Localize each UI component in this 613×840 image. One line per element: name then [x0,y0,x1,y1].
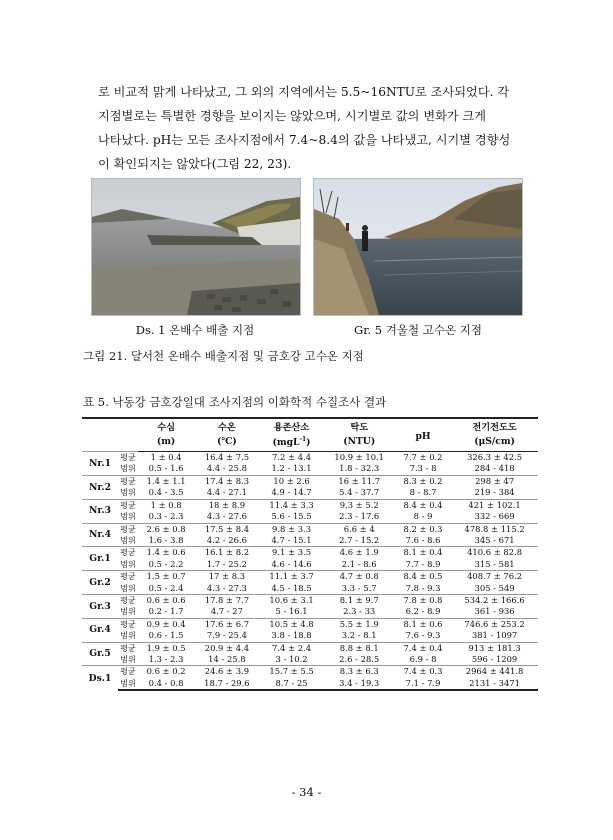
table-cell: 4.7 ± 0.8 [323,571,395,583]
unit-do: (mgL$^{-1}$) [260,434,324,452]
table-cell: 4.5 - 18.5 [271,582,312,593]
row-label-range: 범위 [120,583,136,593]
table-cell: 421 ± 102.1 [451,499,538,511]
row-label-mean: 평균 [118,547,138,559]
header-depth: 수심 [157,422,175,433]
table-cell: 5.6 - 15.5 [271,511,312,522]
table-cell: 5 - 16.1 [275,606,308,617]
paragraph-line: 이 확인되지는 않았다(그림 22, 23). [98,157,292,171]
table-cell: 11.4 ± 3.3 [260,499,324,511]
table-cell: 1.5 ± 0.7 [138,571,194,583]
table-cell: 17.8 ± 7.7 [194,594,259,606]
table-cell: 8.1 ± 9.7 [323,594,395,606]
table-cell: 20.9 ± 4.4 [194,642,259,654]
table-cell: 14 - 25.8 [208,653,246,664]
table-cell: 4.2 - 26.6 [206,534,247,545]
site-name: Nr.2 [82,475,118,499]
table-cell: 2.6 ± 0.8 [138,523,194,535]
table-cell: 0.4 - 3.5 [148,487,184,498]
row-label-range: 범위 [118,678,138,690]
table-cell: 7.8 - 9.3 [405,582,441,593]
table-cell: 2.3 - 33 [343,606,376,617]
unit-temp: (℃) [194,434,259,452]
table-cell: 7.4 ± 2.4 [260,642,324,654]
table-cell: 345 - 671 [474,534,515,545]
table-cell: 332 - 669 [474,511,515,522]
table-cell: 7.9 - 25.4 [206,630,247,641]
table-row [82,511,538,523]
row-label-mean: 평균 [118,452,138,464]
table-cell: 9.8 ± 3.3 [260,523,324,535]
table-cell: 0.6 ± 0.2 [138,666,194,678]
table-cell: 7.3 - 8 [409,463,437,474]
row-label-mean: 평균 [118,618,138,630]
table-row [82,487,538,499]
table-cell: 8.8 ± 8.1 [323,642,395,654]
table-cell: 0.4 - 0.8 [138,678,194,690]
table-row [82,559,538,571]
table-row [82,618,538,630]
table-cell: 8.3 ± 6.3 [323,666,395,678]
table-row [82,452,538,464]
row-label-range: 범위 [120,607,136,617]
table-cell: 305 - 549 [474,582,515,593]
table-cell: 4.7 - 27 [210,606,243,617]
table-row [82,606,538,618]
table-cell: 6.9 - 8 [409,653,437,664]
table-cell: 7.4 ± 0.3 [395,666,451,678]
photo-caption-right: Gr. 5 겨울철 고수온 지점 [354,323,482,337]
row-label-mean: 평균 [118,666,138,678]
table-cell: 4.6 - 14.6 [271,558,312,569]
table-cell: 0.5 - 2.2 [148,558,184,569]
table-cell: 4.7 - 15.1 [271,534,312,545]
table-cell: 8.7 - 25 [260,678,324,690]
table-cell: 16.1 ± 8.2 [194,547,259,559]
row-label-mean: 평균 [118,594,138,606]
table-cell: 7.8 ± 0.8 [395,594,451,606]
table-cell: 596 - 1209 [471,653,518,664]
table-cell: 4.4 - 27.1 [206,487,247,498]
table-cell: 1.8 - 32.3 [339,463,380,474]
table-cell: 8.2 ± 0.3 [395,523,451,535]
table-cell: 10.6 ± 3.1 [260,594,324,606]
table-cell: 913 ± 181.3 [451,642,538,654]
table-cell: 15.7 ± 5.5 [260,666,324,678]
photo-ds1-discharge-point [91,178,301,316]
table-cell: 4.3 - 27.3 [206,582,247,593]
table-cell: 1.4 ± 1.1 [138,475,194,487]
table-row [82,666,538,678]
photo-caption-left: Ds. 1 온배수 배출 지점 [135,323,255,337]
header-do: 용존산소 [273,422,310,433]
table-cell: 9.1 ± 3.5 [260,547,324,559]
table-cell: 1 ± 0.8 [138,499,194,511]
table-cell: 5.5 ± 1.9 [323,618,395,630]
table-cell: 315 - 581 [474,558,515,569]
figure-caption: 그림 21. 달서천 온배수 배출지점 및 금호강 고수온 지점 [83,349,364,363]
table-cell: 1.9 ± 0.5 [138,642,194,654]
table-row [82,678,538,690]
table-cell: 1.7 - 25.2 [206,558,247,569]
table-cell: 2964 ± 441.8 [451,666,538,678]
table-cell: 10.5 ± 4.8 [260,618,324,630]
site-name: Gr.1 [82,547,118,571]
paragraph-line: 나타났다. pH는 모든 조사지점에서 7.4~8.4의 값을 나타냈고, 시기별 경향성 [98,133,511,147]
row-label-mean: 평균 [118,523,138,535]
table-cell: 2.1 - 8.6 [341,558,377,569]
row-label-range: 범위 [120,512,136,522]
table-row [82,571,538,583]
table-cell: 9.3 ± 5.2 [323,499,395,511]
table-cell: 3.8 - 18.8 [271,630,312,641]
table-cell: 8.1 ± 0.4 [395,547,451,559]
table-cell: 8.1 ± 0.6 [395,618,451,630]
table-cell: 0.3 - 2.3 [148,511,184,522]
paragraph-line: 지점별로는 특별한 경향을 보이지는 않았으며, 시기별로 값의 변화가 크게 [98,109,487,123]
table-cell: 298 ± 47 [451,475,538,487]
row-label-mean: 평균 [118,642,138,654]
table-cell: 4.4 - 25.8 [206,463,247,474]
table-cell: 8.4 ± 0.4 [395,499,451,511]
table-cell: 8 - 9 [413,511,433,522]
site-name: Nr.1 [82,452,118,476]
unit-depth: (m) [138,434,194,452]
table-row [82,654,538,666]
table-cell: 284 - 418 [474,463,515,474]
row-label-range: 범위 [120,488,136,498]
row-label-mean: 평균 [118,475,138,487]
table-cell: 7.1 - 7.9 [395,678,451,690]
table-cell: 7.7 ± 0.2 [395,452,451,464]
table-cell: 326.3 ± 42.5 [451,452,538,464]
header-turbidity: 탁도 [350,422,369,433]
site-name: Gr.3 [82,594,118,618]
table-cell: 361 - 936 [474,606,515,617]
row-label-mean: 평균 [118,571,138,583]
table-cell: 18.7 - 29.6 [194,678,259,690]
table-row [82,463,538,475]
site-name: Nr.3 [82,499,118,523]
table-cell: 5.4 - 37.7 [339,487,380,498]
table-cell: 381 - 1097 [471,630,518,641]
table-cell: 746.6 ± 253.2 [451,618,538,630]
row-label-mean: 평균 [118,499,138,511]
table-row [82,642,538,654]
unit-conductivity: (μS/cm) [451,434,538,452]
table-cell: 11.1 ± 3.7 [260,571,324,583]
header-empty [82,418,138,452]
header-conductivity: 전기전도도 [472,422,517,433]
table-cell: 17.4 ± 8.3 [194,475,259,487]
table-cell: 1.4 ± 0.6 [138,547,194,559]
table-cell: 0.5 - 1.6 [148,463,184,474]
table-cell: 410.6 ± 82.8 [451,547,538,559]
table-row [82,583,538,595]
table-cell: 6.2 - 8.9 [405,606,441,617]
row-label-range: 범위 [120,654,136,664]
table-cell: 0.6 ± 0.6 [138,594,194,606]
table-cell: 10 ± 2.6 [260,475,324,487]
table-cell: 3.4 - 19.3 [323,678,395,690]
table-cell: 6.6 ± 4 [323,523,395,535]
table-cell: 7.6 - 8.6 [405,534,441,545]
site-name: Gr.5 [82,642,118,666]
row-label-range: 범위 [120,535,136,545]
table-cell: 17 ± 8.3 [194,571,259,583]
table-cell: 2.6 - 28.5 [339,653,380,664]
table-body [82,452,538,691]
page-number: - 34 - [291,785,322,799]
site-name: Gr.4 [82,618,118,642]
table-cell: 4.3 - 27.6 [206,511,247,522]
table-cell: 3 - 10.2 [275,653,308,664]
table-cell: 4.9 - 14.7 [271,487,312,498]
table-cell: 1 ± 0.4 [138,452,194,464]
table-cell: 4.6 ± 1.9 [323,547,395,559]
table-cell: 2131 - 3471 [451,678,538,690]
table-cell: 3.3 - 5.7 [341,582,377,593]
table-row [82,535,538,547]
row-label-range: 범위 [120,559,136,569]
table-row [82,475,538,487]
table-cell: 17.5 ± 8.4 [194,523,259,535]
row-label-range: 범위 [120,464,136,474]
table-cell: 17.6 ± 6.7 [194,618,259,630]
body-paragraph [98,80,550,176]
header-ph: pH [395,418,451,452]
table-row [82,594,538,606]
table-cell: 0.6 - 1.5 [148,630,184,641]
paragraph-line: 로 비교적 맑게 나타났고, 그 외의 지역에서는 5.5~16NTU로 조사되었다. 각 [98,85,510,99]
row-label-range: 범위 [120,631,136,641]
table-cell: 18 ± 8.9 [194,499,259,511]
table-cell: 24.6 ± 3.9 [194,666,259,678]
table-cell: 16 ± 11.7 [323,475,395,487]
table-cell: 0.9 ± 0.4 [138,618,194,630]
table-cell: 7.2 ± 4.4 [260,452,324,464]
table-cell: 2.7 - 15.2 [339,534,380,545]
table-cell: 2.3 - 17.6 [339,511,380,522]
table-cell: 7.6 - 9.3 [405,630,441,641]
table-cell: 1.6 - 3.8 [148,534,184,545]
table-cell: 408.7 ± 76.2 [451,571,538,583]
table-cell: 8.3 ± 0.2 [395,475,451,487]
table-cell: 10.9 ± 10.1 [323,452,395,464]
table-cell: 8.4 ± 0.5 [395,571,451,583]
table-cell: 7.7 - 8.9 [405,558,441,569]
table-caption: 표 5. 낙동강 금호강일대 조사지점의 이화학적 수질조사 결과 [83,395,387,409]
table-cell: 1.2 - 13.1 [271,463,312,474]
table-row [82,523,538,535]
table-cell: 534.2 ± 166.6 [451,594,538,606]
table-row [82,630,538,642]
site-name: Ds.1 [82,666,118,690]
table-cell: 8 - 8.7 [409,487,437,498]
table-cell: 0.5 - 2.4 [148,582,184,593]
site-name: Gr.2 [82,571,118,595]
table-cell: 478.8 ± 115.2 [451,523,538,535]
table-cell: 1.3 - 2.3 [148,653,184,664]
unit-turbidity: (NTU) [323,434,395,452]
table-row [82,499,538,511]
header-temp: 수온 [218,422,236,433]
table-cell: 7.4 ± 0.4 [395,642,451,654]
table-cell: 16.4 ± 7.5 [194,452,259,464]
water-quality-table [82,417,538,691]
table-cell: 3.2 - 8.1 [341,630,377,641]
table-cell: 0.2 - 1.7 [148,606,184,617]
photo-gr5-high-temp-point [313,178,523,316]
table-row [82,547,538,559]
site-name: Nr.4 [82,523,118,547]
table-cell: 219 - 384 [474,487,515,498]
